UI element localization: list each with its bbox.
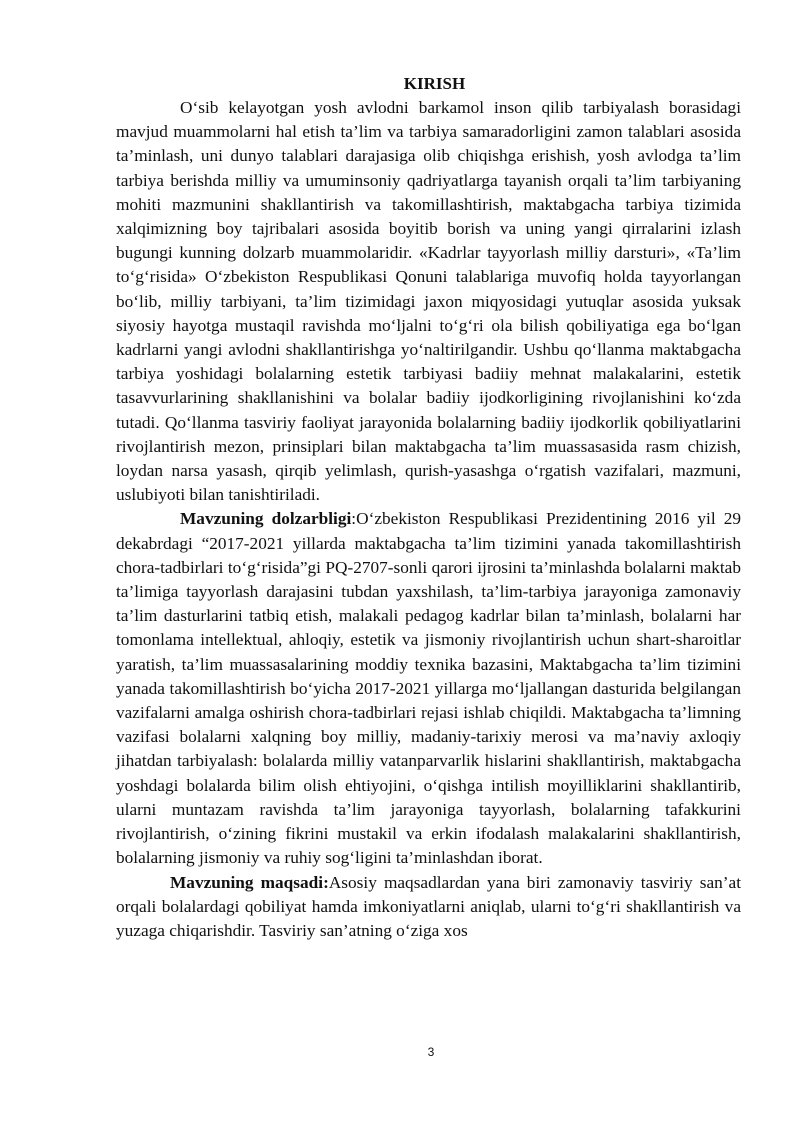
relevance-paragraph (116, 507, 741, 870)
page-title: KIRISH (403, 74, 466, 93)
document-page (116, 72, 741, 943)
paragraph-text: :O‘zbekiston Respublikasi Prezidentining 2016 yil 29 dekabrdagi “2017-2021 yillarda maktabgacha ta’lim tizimini yanada takomillashtirish chora-tadbirlari to‘g‘risida”gi PQ-2707-sonli qarori ijrosini ta’minlashda bolalarni maktab ta’limiga tayyorlash darajasini tubdan yaxshilash, ta’lim-tarbiya jarayoniga zamonaviy ta’lim dasturlarini tatbiq etish, malakali pedagog kadrlar bilan ta’minlash, bolalarni har tomonlama intellektual, ahloqiy, estetik va jismoniy rivojlantirish uchun shart-sharoitlar yaratish, ta’lim muassasalarining moddiy texnika bazasini, Maktabgacha ta’lim tizimini yanada takomillashtirish bo‘yicha 2017-2021 yillarga mo‘ljallangan dasturida belgilangan vazifalarni amalga oshirish chora-tadbirlari rejasi ishlab chiqildi. Maktabgacha ta’limning vazifasi bolalarni xalqning boy milliy, madaniy-tarixiy merosi va ma’naviy axloqiy jihatdan tarbiyalash: bolalarda milliy vatanparvarlik hislarini shakllantirish, maktabgacha yoshdagi bolalarda bilim olish ehtiyojini, o‘qishga intilish moyilliklarini shakllantirib, ularni muntazam ravishda ta’lim jarayoniga tayyorlash, bolalarning tafakkurini rivojlantirish, o‘zining fikrini mustakil va erkin ifodalash malakalarini shakllantirish, bolalarning jismoniy va ruhiy sog‘ligini ta’minlashdan iborat. (116, 509, 741, 868)
paragraph-text: O‘sib kelayotgan yosh avlodni barkamol inson qilib tarbiyalash borasidagi mavjud muammolarni hal etish ta’lim va tarbiya samaradorligini zamon talablari asosida ta’minlash, uni dunyo talablari darajasiga olib chiqishga erishish, yosh avlodga ta’lim tarbiya berishda milliy va umuminsoniy qadriyatlarga tayanish orqali ta’lim tarbiyaning mohiti mazmunini shakllantirish va takomillashtirish, maktabgacha tarbiya tizimida xalqimizning boy tajribalari asosida boyitib borish va uning yangi qirralarini izlash bugungi kunning dolzarb muammolaridir. «Kadrlar tayyorlash milliy darsturi», «Ta’lim to‘g‘risida» O‘zbekiston Respublikasi Qonuni talablariga muvofiq holda tayyorlangan bo‘lib, milliy tarbiyani, ta’lim tizimidagi jaxon miqyosidagi yutuqlar asosida yuksak siyosiy hayotga mustaqil ravishda mo‘ljalni to‘g‘ri ola bilish qobiliyatiga ega bo‘lgan kadrlarni yangi avlodni shakllantirishga yo‘naltirilgandir. Ushbu qo‘llanma maktabgacha tarbiya yoshidagi bolalarning estetik tarbiyasi badiiy mehnat malakalarini, estetik tasavvurlarining shakllanishini va bolalar badiiy ijodkorligining rivojlanishini ko‘zda tutadi. Qo‘llanma tasviriy faoliyat jarayonida bolalarning badiiy ijodkorlik qobiliyatlarini rivojlantirish mezon, prinsiplari bilan maktabgacha ta’lim muassasasida rasm chizish, loydan narsa yasash, qirqib yelimlash, qurish-yasashga o‘rgatish vazifalari, mazmuni, uslubiyoti bilan tanishtiriladi. (116, 98, 741, 505)
intro-paragraph (116, 96, 741, 507)
page-number: 3 (427, 1045, 435, 1059)
goal-paragraph (116, 871, 741, 944)
paragraph-lead-relevance: Mavzuning dolzarbligi (180, 509, 352, 529)
paragraph-text: Asosiy maqsadlardan yana biri zamonaviy tasviriy san’at orqali bolalardagi qobiliyat hamda imkoniyatlarni aniqlab, ularni to‘g‘ri shakllantirish va yuzaga chiqarishdir. Tasviriy san’atning o‘ziga xos (116, 872, 741, 940)
paragraph-lead-goal: Mavzuning maqsadi: (170, 872, 329, 892)
